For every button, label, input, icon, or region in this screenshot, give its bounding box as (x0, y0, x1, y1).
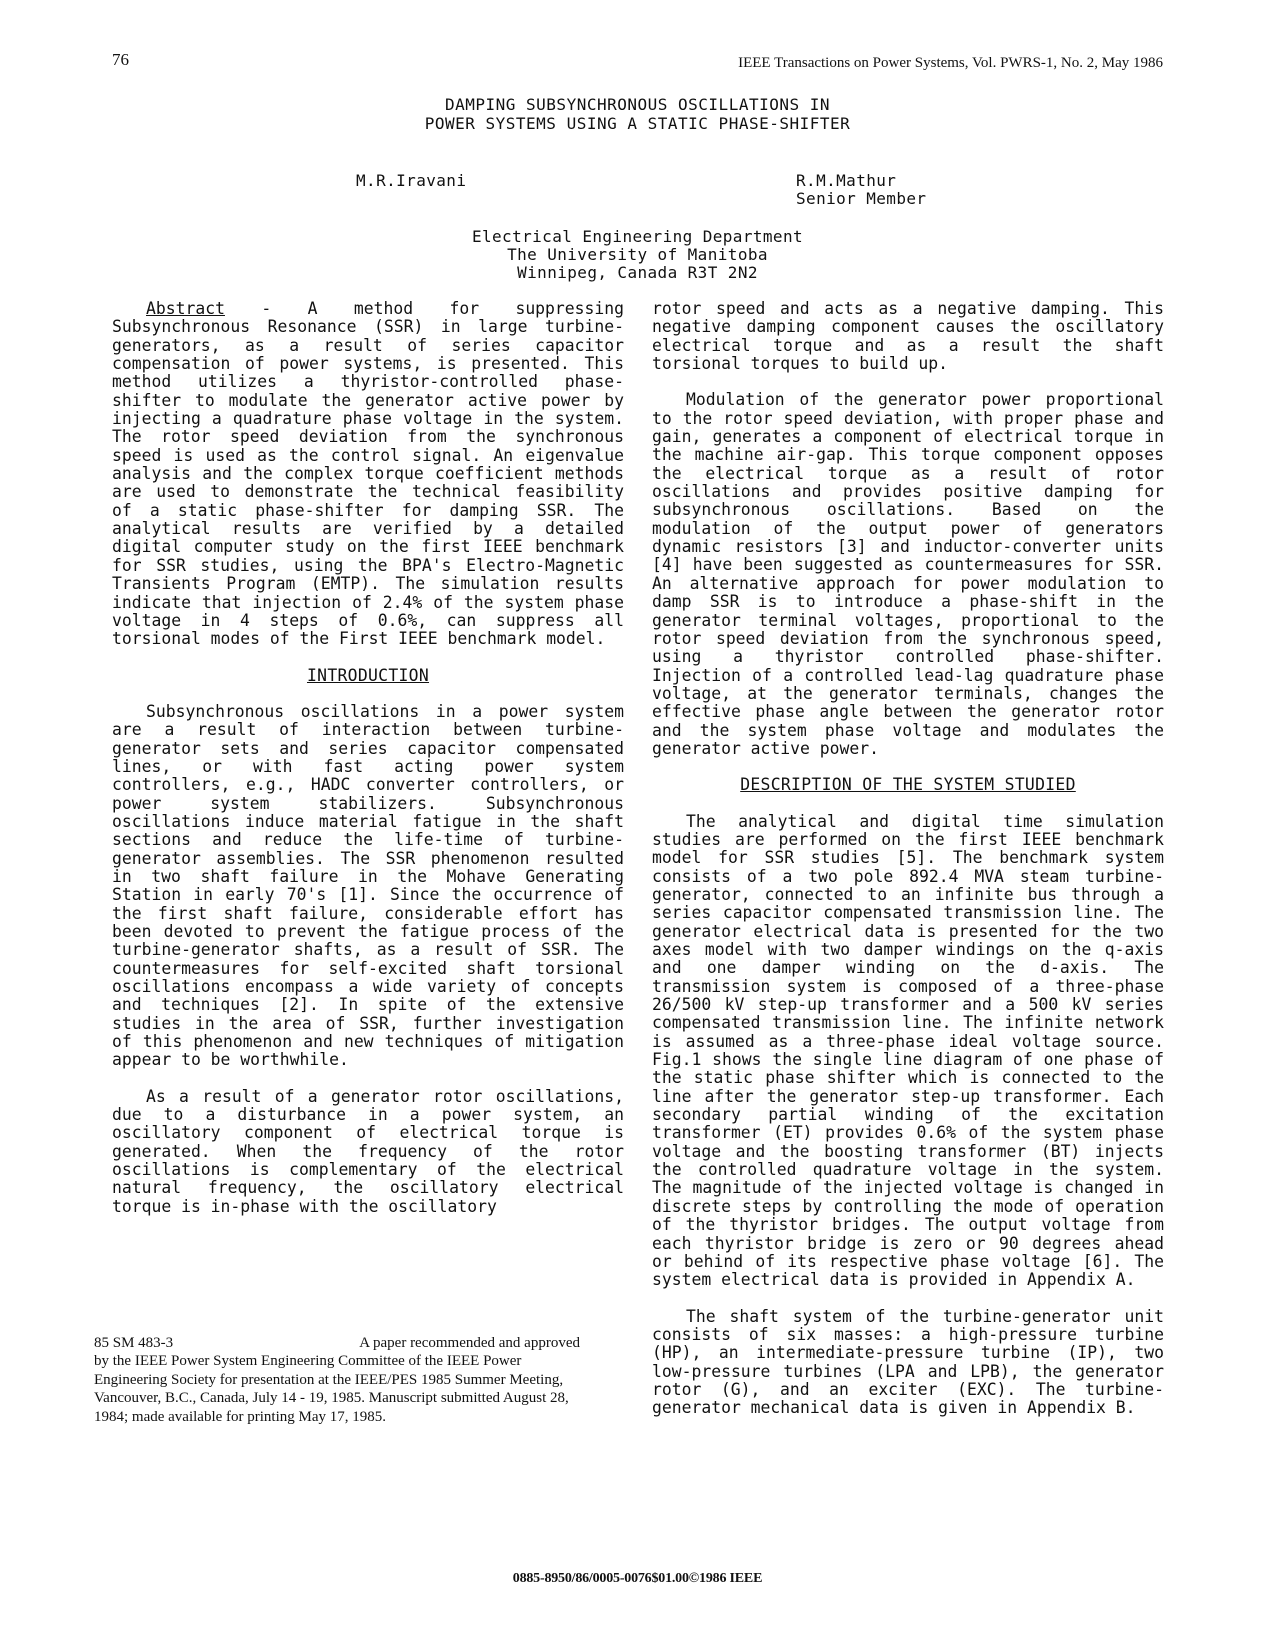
description-paragraph-2: The shaft system of the turbine-generator unit consists of six masses: a high-pressure turbine (HP), an intermediate-pressure turbine (IP), two low-pressure turbines (LPA and LPB), the generator rotor (G), and an exciter (EXC). The turbine-generator mechanical data is given in Appendix B. (652, 1306, 1164, 1418)
footnote-text: by the IEEE Power System Engineering Committee of the IEEE Power Engineering Society for presentation at the IEEE/PES 1985 Summer Meeting, Vancouver, B.C., Canada, July 14 - 19, 1985. Manuscript submitted August 28, 1984; made available for printing May 17, 1985. (94, 1353, 569, 1425)
introduction-paragraph-3: Modulation of the generator power proportional to the rotor speed deviation, with proper phase and gain, generates a component of electrical torque in the machine air-gap. This torque component opposes the electrical torque as a result of rotor oscillations and provides positive damping for subsynchronous oscillations. Based on the modulation of the output power of generators dynamic resistors [3] and inductor-converter units [4] have been suggested as countermeasures for SSR. An alternative approach for power modulation to damp SSR is to introduce a phase-shift in the generator terminal voltages, proportional to the rotor speed deviation from the synchronous speed, using a thyristor controlled phase-shifter. Injection of a controlled lead-lag quadrature phase voltage, at the generator terminals, changes the effective phase angle between the generator rotor and the system phase voltage and modulates the generator active power. (652, 390, 1164, 758)
title-line-2: POWER SYSTEMS USING A STATIC PHASE-SHIFTER (424, 114, 851, 133)
author-name: R.M.Mathur (796, 171, 897, 190)
right-column (652, 300, 1164, 1436)
introduction-paragraph-1: Subsynchronous oscillations in a power system are a result of interaction between turbine-generator sets and series capacitor compensated lines, or with fast acting power system controllers, e.g., HADC converter controllers, or power system stabilizers. Subsynchronous oscillations induce material fatigue in the shaft sections and reduce the life-time of turbine-generator assemblies. The SSR phenomenon resulted in two shaft failure in the Mohave Generating Station in early 70's [1]. Since the occurrence of the first shaft failure, considerable effort has been devoted to prevent the fatigue process of the turbine-generator shafts, as a result of SSR. The countermeasures for self-excited shaft torsional oscillations encompass a wide variety of concepts and techniques [2]. In spite of the extensive studies in the area of SSR, further investigation of this phenomenon and new techniques of mitigation appear to be worthwhile. (112, 701, 624, 1070)
footnote-paper-id: 85 SM 483-3 (94, 1335, 174, 1351)
left-column (112, 300, 624, 1234)
paper-title (0, 95, 1275, 133)
affiliation-line-3: Winnipeg, Canada R3T 2N2 (517, 263, 758, 282)
description-paragraph-1: The analytical and digital time simulation studies are performed on the first IEEE benchmark model for SSR studies [5]. The benchmark system consists of a two pole 892.4 MVA steam turbine-generator, connected to an infinite bus through a series capacitor compensated transmission line. The generator electrical data is presented for the two axes model with two damper windings on the q-axis and one damper winding on the d-axis. The transmission system is composed of a three-phase 26/500 kV step-up transformer and a 500 kV series compensated transmission line. The infinite network is assumed as a three-phase ideal voltage source. Fig.1 shows the single line diagram of one phase of the static phase shifter which is connected to the line after the generator step-up transformer. Each secondary partial winding of the excitation transformer (ET) provides 0.6% of the system phase voltage and the boosting transformer (BT) injects the controlled quadrature voltage in the system. The magnitude of the injected voltage is changed in discrete steps by controlling the mode of operation of the thyristor bridges. The output voltage from each thyristor bridge is zero or 90 degrees ahead or behind of its respective phase voltage [6]. The system electrical data is provided in Appendix A. (652, 811, 1164, 1290)
author-right (796, 172, 926, 208)
author-name: M.R.Iravani (356, 171, 467, 190)
introduction-paragraph-2-continued: rotor speed and acts as a negative damping. This negative damping component causes the oscillatory electrical torque and as a result the shaft torsional torques to build up. (652, 299, 1164, 374)
footnote (94, 1334, 580, 1426)
abstract-label: Abstract (146, 299, 225, 318)
footnote-lead: A paper recommended and approved (359, 1335, 580, 1351)
description-heading: DESCRIPTION OF THE SYSTEM STUDIED (740, 775, 1076, 795)
affiliation-line-2: The University of Manitoba (507, 245, 768, 264)
footnote-first-line (94, 1334, 580, 1352)
title-line-1: DAMPING SUBSYNCHRONOUS OSCILLATIONS IN (444, 95, 831, 114)
author-left (356, 172, 466, 190)
page-number: 76 (112, 50, 129, 69)
affiliation-line-1: Electrical Engineering Department (471, 227, 804, 246)
copyright-line: 0885-8950/86/0005-0076$01.00©1986 IEEE (512, 1571, 763, 1586)
abstract-paragraph (112, 300, 624, 649)
journal-header: IEEE Transactions on Power Systems, Vol. PWRS-1, No. 2, May 1986 (738, 55, 1163, 71)
affiliation (0, 228, 1275, 282)
abstract-text: - A method for suppressing Subsynchronous Resonance (SSR) in large turbine-generators, as a result of series capacitor compensation of power systems, is presented. This method utilizes a thyristor-controlled phase-shifter to modulate the generator active power by injecting a quadrature phase voltage in the system. The rotor speed deviation from the synchronous speed is used as the control signal. An eigenvalue analysis and the complex torque coefficient methods are used to demonstrate the technical feasibility of a static phase-shifter for damping SSR. The analytical results are verified by a detailed digital computer study on the first IEEE benchmark for SSR studies, using the BPA's Electro-Magnetic Transients Program (EMTP). The simulation results indicate that injection of 2.4% of the system phase voltage in 4 steps of 0.6%, can suppress all torsional modes of the First IEEE benchmark model. (112, 299, 624, 649)
introduction-heading: INTRODUCTION (306, 665, 430, 685)
introduction-paragraph-2: As a result of a generator rotor oscillations, due to a disturbance in a power system, an oscillatory component of electrical torque is generated. When the frequency of the rotor oscillations is complementary of the electrical natural frequency, the oscillatory electrical torque is in-phase with the oscillatory (112, 1086, 624, 1216)
author-grade: Senior Member (796, 189, 927, 208)
